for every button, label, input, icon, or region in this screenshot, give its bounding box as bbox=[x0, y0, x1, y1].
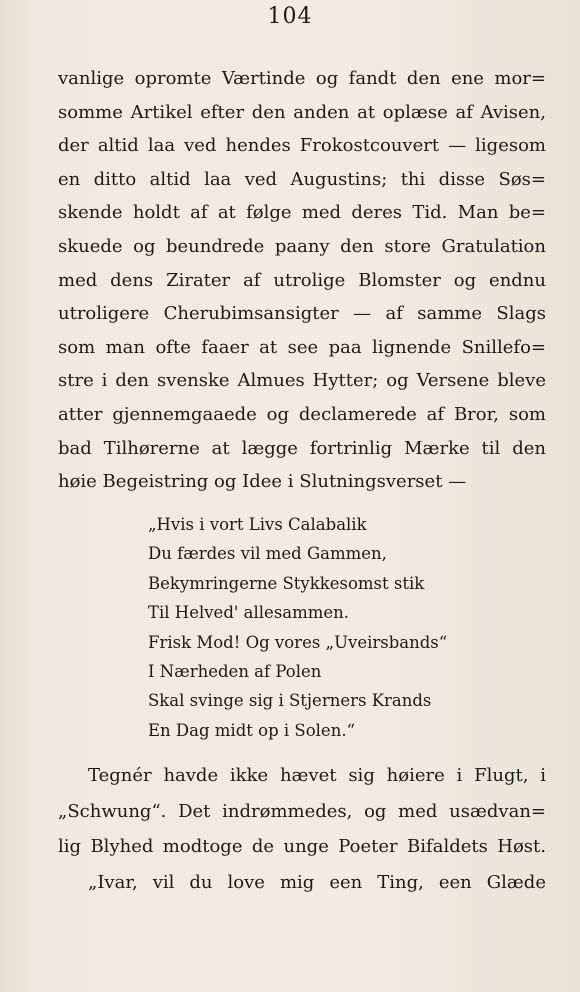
poem-line: En Dag midt op i Solen.“ bbox=[148, 720, 355, 740]
page-number: 104 bbox=[267, 4, 313, 29]
poem-line: Skal svinge sig i Stjerners Krands bbox=[148, 691, 432, 711]
text-line: „Schwung“. Det indrømmedes, og med usædvan= bbox=[58, 800, 546, 822]
text-line: Tegnér havde ikke hævet sig høiere i Flugt, i bbox=[88, 765, 546, 786]
text-line: „Ivar, vil du love mig een Ting, een Glæde bbox=[88, 871, 546, 893]
text-line: stre i den svenske Almues Hytter; og Versene bleve bbox=[58, 370, 546, 392]
poem-stanza bbox=[148, 510, 508, 745]
text-line: atter gjennemgaaede og declamerede af Bror, som bbox=[58, 403, 546, 425]
text-line: skende holdt af at følge med deres Tid. Man be= bbox=[58, 202, 546, 224]
text-line: somme Artikel efter den anden at oplæse af Avisen, bbox=[58, 101, 546, 123]
text-line: lig Blyhed modtoge de unge Poeter Bifaldets Høst. bbox=[58, 836, 546, 857]
poem-line: Frisk Mod! Og vores „Uveirsbands“ bbox=[148, 632, 448, 652]
poem-line: Du færdes vil med Gammen, bbox=[148, 544, 387, 564]
text-line: høie Begeistring og Idee i Slutningsverset — bbox=[58, 471, 467, 493]
poem-line: I Nærheden af Polen bbox=[148, 661, 322, 681]
poem-line: Bekymringerne Stykkesomst stik bbox=[148, 573, 425, 593]
text-line: skuede og beundrede paany den store Gratulation bbox=[58, 235, 546, 257]
text-line: med dens Zirater af utrolige Blomster og endnu bbox=[58, 269, 546, 291]
text-line: vanlige opromte Værtinde og fandt den ene mor= bbox=[58, 68, 546, 89]
poem-line: Til Helved' allesammen. bbox=[148, 603, 350, 623]
text-line: utroligere Cherubimsansigter — af samme Slags bbox=[58, 303, 546, 325]
paragraph-1 bbox=[58, 62, 546, 499]
poem-line: „Hvis i vort Livs Calabalik bbox=[148, 515, 367, 534]
text-line: der altid laa ved hendes Frokostcouvert — ligesom bbox=[58, 135, 546, 157]
text-line: som man ofte faaer at see paa lignende Snillefo= bbox=[58, 336, 546, 358]
paragraph-2 bbox=[58, 758, 546, 900]
text-line: en ditto altid laa ved Augustins; thi disse Søs= bbox=[58, 168, 546, 190]
text-line: bad Tilhørerne at lægge fortrinlig Mærke til den bbox=[58, 437, 546, 459]
